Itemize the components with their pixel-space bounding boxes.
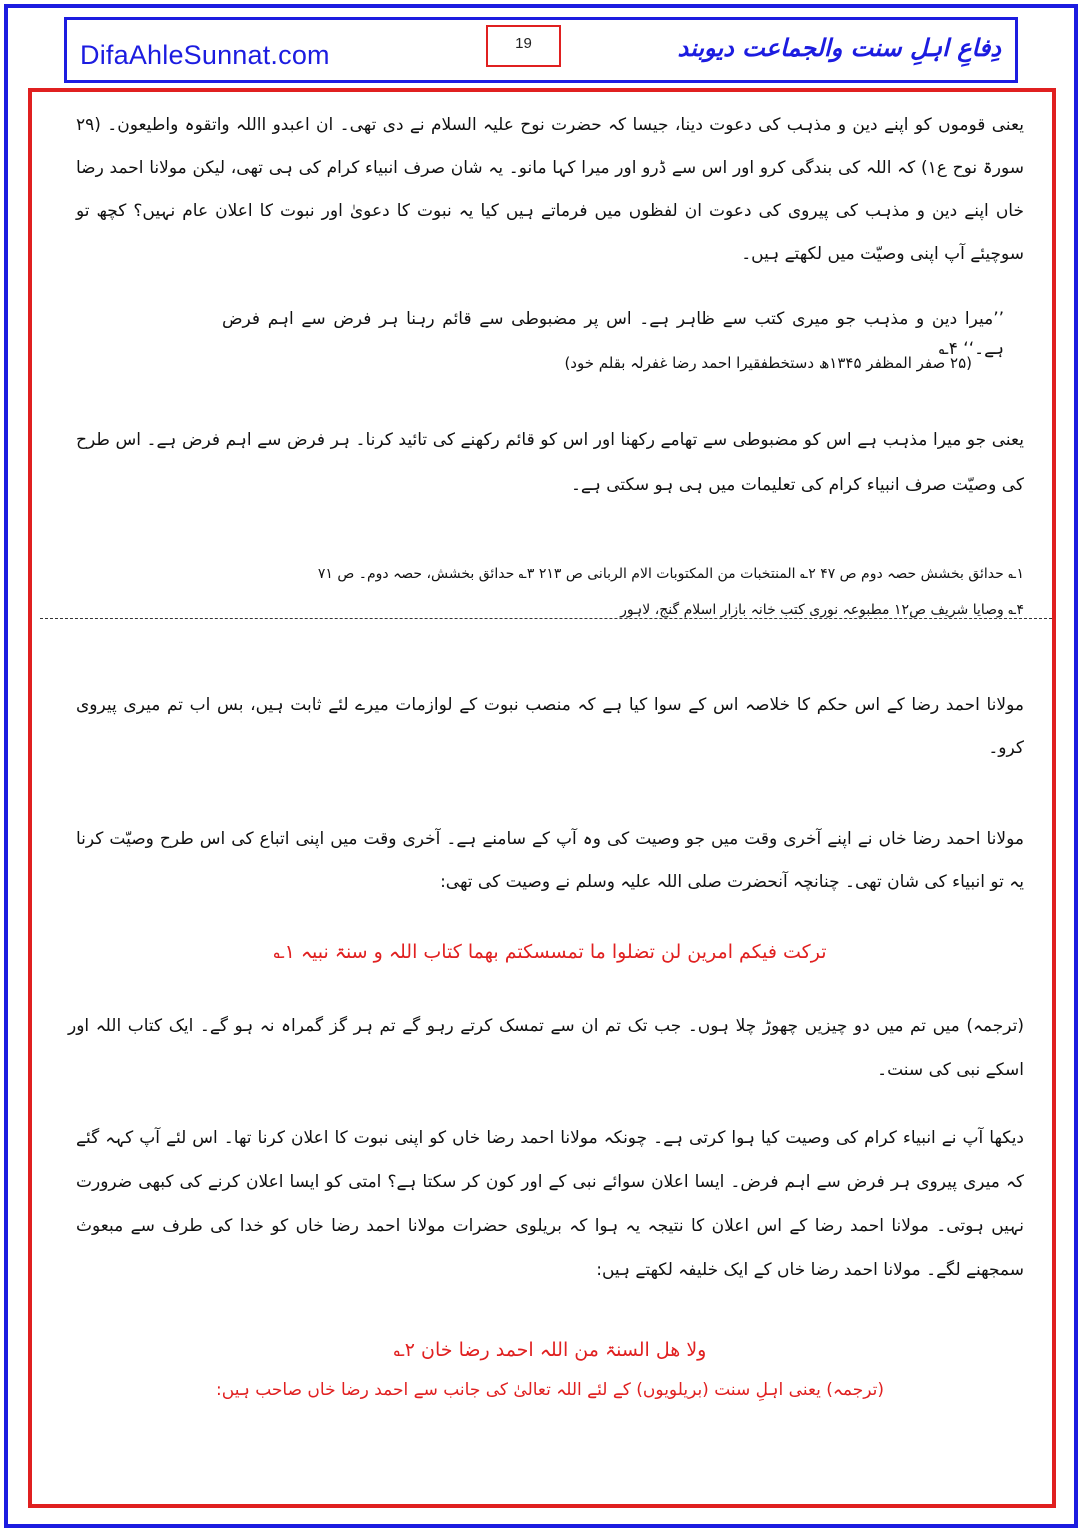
quote-will: ’’میرا دین و مذہب جو میری کتب سے ظاہر ہے۔ اس پر مضبوطی سے قائم رہنا ہر فرض سے اہم فرض ہے۔‘‘ ۴؎ <box>222 309 1004 359</box>
paragraph-conclusion: دیکھا آپ نے انبیاء کرام کی وصیت کیا ہوا کرتی ہے۔ چونکہ مولانا احمد رضا خاں کو اپنی نبوت کا اعلان کرنا تھا۔ اس لئے آپ کہہ گئے کہ میری پیروی ہر فرض سے اہم فرض۔ ایسا اعلان سوائے نبی کے اور کون کر سکتا ہے؟ امتی کو ایسا اعلان کرنے کی کبھی ضرورت نہیں ہوتی۔ مولانا احمد رضا کے اس اعلان کا نتیجہ یہ ہوا کہ بریلوی حضرات مولانا احمد رضا خاں کو خدا کی طرف سے مبعوث سمجھنے لگے۔ مولانا احمد رضا خاں کے ایک خلیفہ لکھتے ہیں: <box>76 1128 1024 1280</box>
paragraph-translation: (ترجمہ) میں تم میں دو چیزیں چھوڑ چلا ہوں۔ جب تک تم ان سے تمسک کرتے رہو گے تم ہر گز گمراہ نہ ہو گے۔ ایک کتاب اللہ اور اسکے نبی کی سنت۔ <box>68 1016 1024 1080</box>
verse-quote: ولا ھل السنۃ من اللہ احمد رضا خان ۲؎ <box>393 1339 707 1361</box>
paragraph-last-will: مولانا احمد رضا خاں نے اپنے آخری وقت میں جو وصیت کی وہ آپ کے سامنے ہے۔ آخری وقت میں اپنی اتباع کی اس طرح وصیّت کرنا یہ تو انبیاء کی شان تھی۔ چنانچہ آنحضرت صلی اللہ علیہ وسلم نے وصیت کی تھی: <box>76 829 1024 892</box>
footnote-line-2: ۴؎ وصایا شریف ص۱۲ مطبوعہ نوری کتب خانہ بازار اسلام گنج، لاہور <box>620 602 1024 618</box>
content-frame <box>28 88 1056 1508</box>
paragraph-summary: مولانا احمد رضا کے اس حکم کا خلاصہ اس کے سوا کیا ہے کہ منصب نبوت کے لوازمات میرے لئے ثابت ہیں، بس اب تم میری پیروی کرو۔ <box>76 695 1024 758</box>
paragraph-intro: یعنی قوموں کو اپنے دین و مذہب کی دعوت دینا، جیسا کہ حضرت نوح علیہ السلام نے دی تھی۔ ان اعبدو االلہ واتقوہ واطیعون۔ (۲۹ سورۃ نوح ع۱) کہ اللہ کی بندگی کرو اور اس سے ڈرو اور میرا کہا مانو۔ یہ شان صرف انبیاء کرام کی ہی تھی، لیکن مولانا احمد رضا خاں اپنے دین و مذہب کی پیروی کی دعوت ان لفظوں میں فرماتے ہیں کیا یہ نبوت کا دعویٰ اور نبوت کا اعلان عام نہیں؟ کچھ تو سوچیئے آپ اپنی وصیّت میں لکھتے ہیں۔ <box>76 115 1024 264</box>
signature-line: (۲۵ صفر المظفر ۱۳۴۵ھ دستخطفقیرا احمد رضا غفرلہ بقلم خود) <box>564 354 972 372</box>
paragraph-explanation: یعنی جو میرا مذہب ہے اس کو مضبوطی سے تھامے رکھنا اور اس کو قائم رکھنے کی تائید کرنا۔ ہر فرض سے اہم فرض ہے۔ اس طرح کی وصیّت صرف انبیاء کرام کی تعلیمات میں ہی ہو سکتی ہے۔ <box>76 430 1024 495</box>
page-number: 19 <box>486 25 561 67</box>
footnote-line-1: ۱؎ حدائق بخشش حصہ دوم ص ۴۷ ۲؎ المنتخبات من المکتوبات الام الربانی ص ۲۱۳ ۳؎ حدائق بخشش، حصہ دوم۔ ص ۷۱ <box>317 566 1024 582</box>
book-title: دِفاعِ اہلِ سنت والجماعت دیوبند <box>677 34 1001 62</box>
hadith-quote: ترکت فیکم امرین لن تضلوا ما تمسسکتم بھما کتاب اللہ و سنۃ نبیہ ۱؎ <box>273 941 827 963</box>
site-url: DifaAhleSunnat.com <box>80 40 330 70</box>
verse-translation: (ترجمہ) یعنی اہلِ سنت (بریلویوں) کے لئے اللہ تعالیٰ کی جانب سے احمد رضا خاں صاحب ہیں: <box>216 1380 884 1400</box>
